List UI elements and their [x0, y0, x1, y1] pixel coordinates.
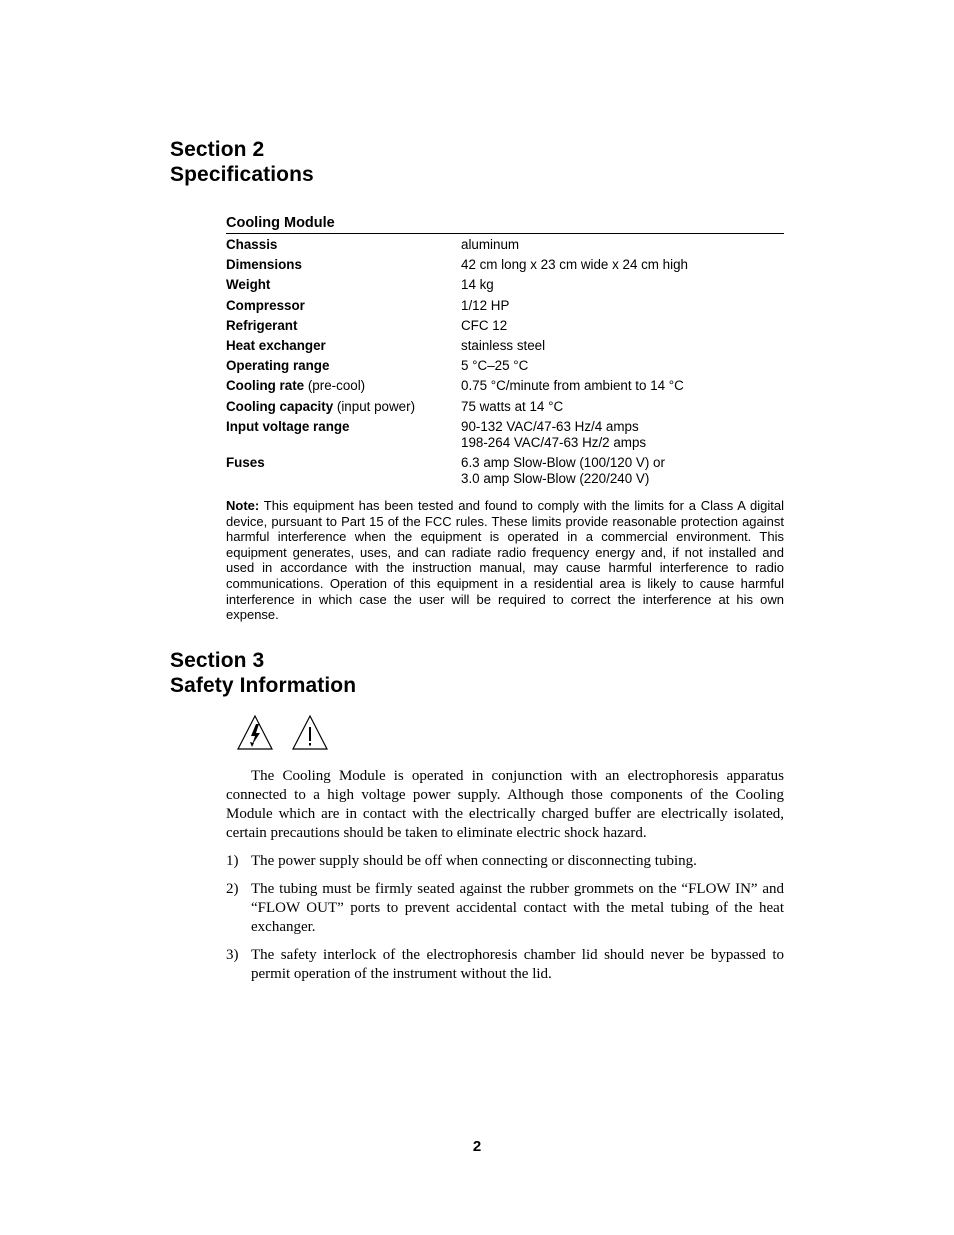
- spec-row: [226, 257, 784, 273]
- list-item: [226, 946, 784, 984]
- spec-label: [226, 298, 461, 314]
- spec-value: [461, 277, 784, 293]
- section-3-number: Section 3: [170, 649, 265, 672]
- section-2-name: Specifications: [170, 163, 314, 186]
- spec-row: [226, 419, 784, 451]
- spec-row: [226, 318, 784, 334]
- list-item-text: The power supply should be off when connecting or disconnecting tubing.: [251, 853, 697, 869]
- spec-value: [461, 399, 784, 415]
- spec-row: [226, 298, 784, 314]
- spec-value-line: 42 cm long x 23 cm wide x 24 cm high: [461, 257, 689, 273]
- spec-value-line: 75 watts at 14 °C: [461, 398, 564, 414]
- spec-label-name: Refrigerant: [226, 317, 298, 333]
- section-3-name: Safety Information: [170, 674, 357, 697]
- spec-row: [226, 277, 784, 293]
- spec-label: [226, 455, 461, 487]
- spec-label-qualifier: (pre-cool): [304, 378, 366, 394]
- spec-value-line: 5 °C–25 °C: [461, 358, 529, 374]
- spec-label-name: Operating range: [226, 358, 330, 374]
- spec-value: [461, 318, 784, 334]
- section-3-title: [170, 648, 356, 698]
- list-item: [226, 852, 784, 871]
- caution-warning-icon: [293, 716, 327, 749]
- spec-label: [226, 378, 461, 394]
- spec-value: [461, 419, 784, 451]
- spec-value-line: 198-264 VAC/47-63 Hz/2 amps: [461, 434, 647, 450]
- fcc-note: [226, 498, 784, 623]
- spec-label: [226, 399, 461, 415]
- note-label: Note:: [226, 498, 260, 513]
- spec-label-name: Heat exchanger: [226, 337, 326, 353]
- spec-value-line: CFC 12: [461, 317, 508, 333]
- spec-table: [226, 214, 784, 491]
- spec-value: [461, 237, 784, 253]
- note-text: This equipment has been tested and found to comply with the limits for a Class A digital device, pursuant to Part 15 of the FCC rules. These limits provide reasonable protection against harmful interference when the equipment is operated in a commercial environment. This equipment generates, uses, and can radiate radio frequency energy and, if not installed and used in accordance with the instruction manual, may cause harmful interference to radio communications. Operation of this equipment in a residential area is likely to cause harmful interference in which case the user will be required to correct the interference at his own expense.: [226, 498, 784, 623]
- list-item-text: The safety interlock of the electrophoresis chamber lid should never be bypassed to permit operation of the instrument without the lid.: [251, 947, 784, 982]
- spec-value-line: aluminum: [461, 237, 520, 252]
- spec-value-line: 6.3 amp Slow-Blow (100/120 V) or: [461, 454, 665, 470]
- spec-value-line: 3.0 amp Slow-Blow (220/240 V): [461, 470, 650, 486]
- spec-value-line: 14 kg: [461, 277, 494, 293]
- safety-text: [226, 767, 784, 993]
- spec-value: [461, 378, 784, 394]
- spec-label-name: Input voltage range: [226, 418, 350, 434]
- spec-table-heading: Cooling Module: [226, 214, 784, 234]
- list-item-number: 1): [226, 853, 239, 869]
- spec-row: [226, 237, 784, 253]
- electric-shock-warning-icon: [238, 716, 272, 749]
- spec-row: [226, 378, 784, 394]
- spec-label: [226, 358, 461, 374]
- page-number: 2: [472, 1138, 482, 1155]
- spec-row: [226, 399, 784, 415]
- spec-value-line: stainless steel: [461, 337, 546, 353]
- spec-value: [461, 257, 784, 273]
- spec-label-name: Chassis: [226, 237, 278, 252]
- spec-label-name: Cooling rate: [226, 378, 305, 394]
- spec-label-name: Cooling capacity: [226, 398, 334, 414]
- spec-value-line: 1/12 HP: [461, 297, 510, 313]
- list-item-number: 2): [226, 881, 239, 897]
- section-2-number: Section 2: [170, 138, 265, 161]
- list-item-number: 3): [226, 947, 239, 963]
- spec-value: [461, 338, 784, 354]
- spec-label: [226, 419, 461, 451]
- safety-list: [226, 852, 784, 984]
- spec-row: [226, 455, 784, 487]
- spec-label: [226, 277, 461, 293]
- list-item-text: The tubing must be firmly seated against the rubber grommets on the “FLOW IN” and “FLOW OUT” ports to prevent accidental contact with the metal tubing of the heat exchanger.: [251, 881, 784, 935]
- spec-value: [461, 455, 784, 487]
- spec-label-name: Fuses: [226, 454, 265, 470]
- spec-value-line: 0.75 °C/minute from ambient to 14 °C: [461, 378, 684, 394]
- warning-icons: [237, 714, 337, 754]
- list-item: [226, 880, 784, 937]
- spec-value: [461, 298, 784, 314]
- spec-value-line: 90-132 VAC/47-63 Hz/4 amps: [461, 418, 639, 434]
- spec-label: [226, 338, 461, 354]
- spec-row: [226, 358, 784, 374]
- spec-label: [226, 318, 461, 334]
- safety-intro: The Cooling Module is operated in conjunction with an electrophoresis apparatus connected to a high voltage power supply. Although those components of the Cooling Module which are in contact with the electrically charged buffer are electrically isolated, certain precautions should be taken to eliminate electric shock hazard.: [226, 768, 784, 841]
- spec-row: [226, 338, 784, 354]
- spec-label-name: Compressor: [226, 297, 305, 313]
- spec-table-rows: [226, 237, 784, 487]
- spec-label: [226, 257, 461, 273]
- spec-value: [461, 358, 784, 374]
- section-2-title: [170, 137, 314, 187]
- spec-label-qualifier: (input power): [333, 398, 416, 414]
- spec-label-name: Dimensions: [226, 257, 302, 273]
- spec-label-name: Weight: [226, 277, 271, 293]
- spec-label: [226, 237, 461, 253]
